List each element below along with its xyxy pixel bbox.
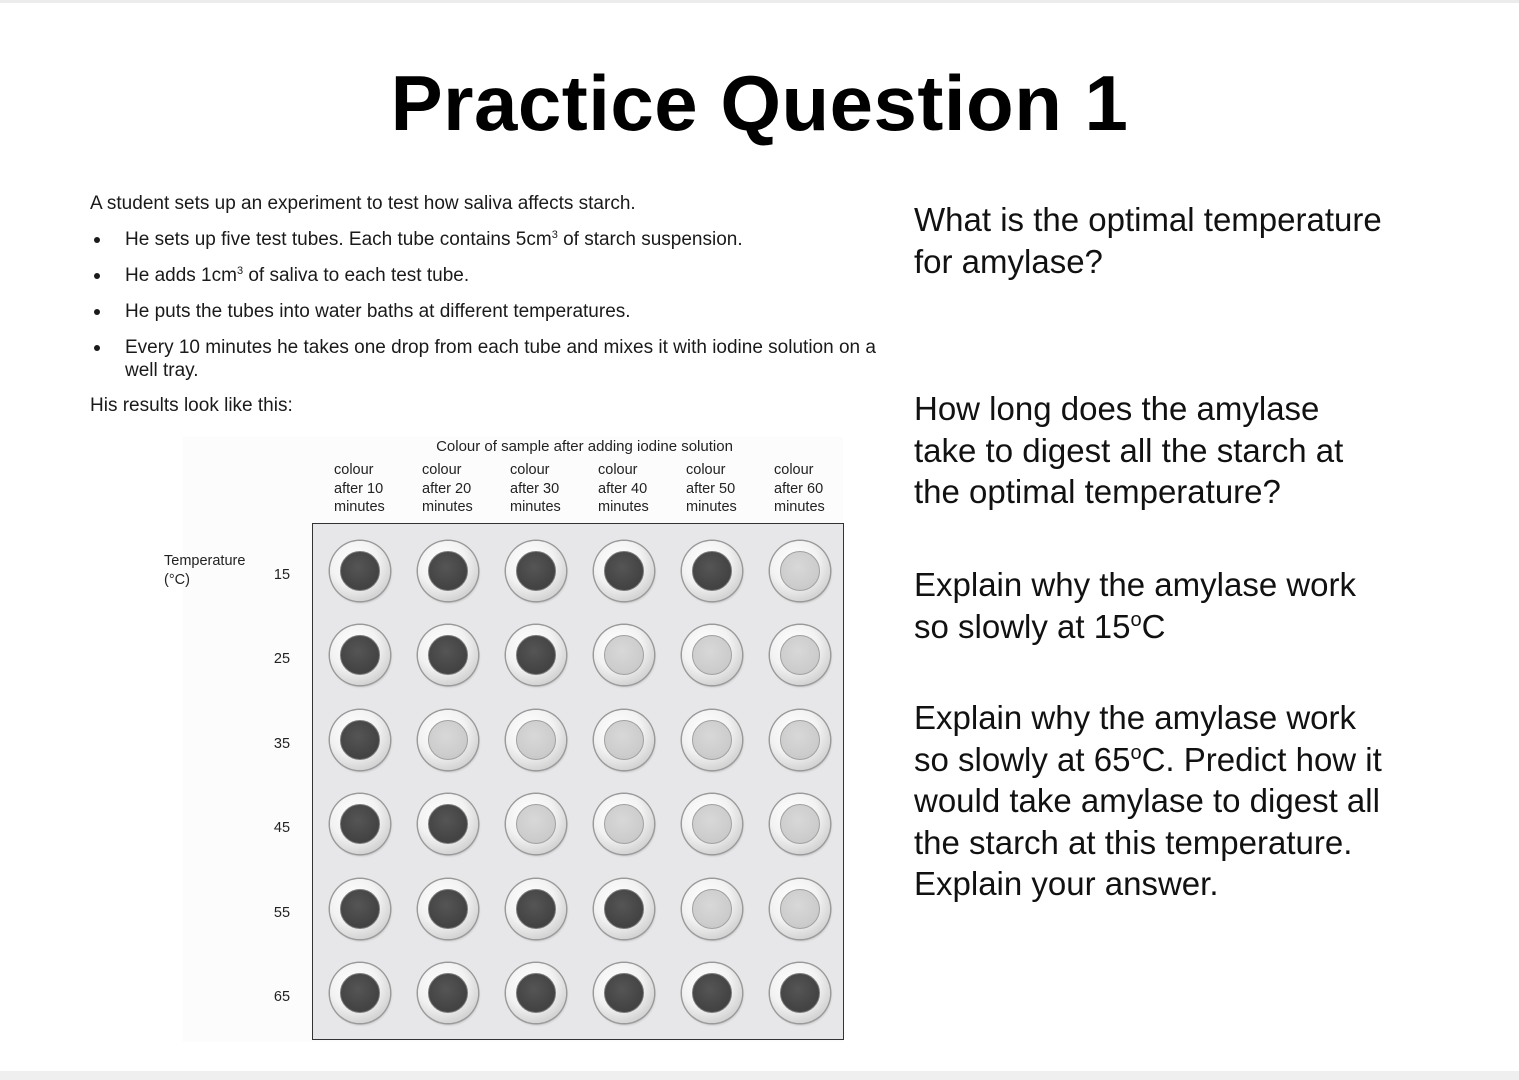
well-dark	[594, 541, 654, 601]
temperature-axis-label: Temperature (°C)	[164, 553, 246, 588]
question-1: What is the optimal temperature for amylase?	[914, 201, 1382, 280]
column-header: colour after 20 minutes	[422, 462, 473, 515]
well-sample	[780, 889, 820, 929]
well-dark	[418, 541, 478, 601]
well-dark	[594, 963, 654, 1023]
well-dark	[418, 794, 478, 854]
well-sample	[604, 720, 644, 760]
bottom-border-strip	[0, 1071, 1519, 1080]
well-sample	[516, 720, 556, 760]
well-dark	[330, 794, 390, 854]
well-sample	[780, 804, 820, 844]
well-light	[770, 710, 830, 770]
well-dark	[682, 963, 742, 1023]
well-light	[682, 625, 742, 685]
well-light	[506, 794, 566, 854]
question-3: Explain why the amylase work so slowly at 15$^o$C	[914, 566, 1357, 645]
well-dark	[506, 625, 566, 685]
well-light	[506, 710, 566, 770]
well-light	[594, 625, 654, 685]
temperature-label: 65	[273, 989, 291, 1005]
well-sample	[428, 973, 468, 1013]
method-steps-list	[90, 228, 950, 395]
question-2: How long does the amylase take to digest all the starch at the optimal temperature?	[914, 390, 1344, 510]
well-light	[682, 879, 742, 939]
results-intro: His results look like this:	[90, 395, 293, 416]
method-step: He sets up five test tubes. Each tube contains $5cm^3$ of starch suspension.	[90, 228, 950, 251]
well-sample	[428, 720, 468, 760]
well-light	[770, 879, 830, 939]
well-sample	[340, 889, 380, 929]
well-dark	[418, 963, 478, 1023]
well-sample	[516, 635, 556, 675]
well-sample	[692, 635, 732, 675]
well-sample	[780, 551, 820, 591]
well-sample	[340, 720, 380, 760]
well-dark	[418, 625, 478, 685]
well-dark	[506, 963, 566, 1023]
well-sample	[428, 551, 468, 591]
well-dark	[330, 625, 390, 685]
well-sample	[428, 804, 468, 844]
well-sample	[692, 720, 732, 760]
well-light	[418, 710, 478, 770]
well-light	[682, 710, 742, 770]
well-dark	[770, 963, 830, 1023]
well-sample	[340, 635, 380, 675]
well-light	[770, 794, 830, 854]
well-light	[770, 541, 830, 601]
well-light	[594, 710, 654, 770]
well-sample	[780, 720, 820, 760]
temperature-label: 45	[273, 820, 291, 836]
column-header: colour after 60 minutes	[774, 462, 825, 515]
well-light	[770, 625, 830, 685]
well-sample	[780, 635, 820, 675]
well-sample	[604, 973, 644, 1013]
column-header: colour after 40 minutes	[598, 462, 649, 515]
well-dark	[506, 541, 566, 601]
well-sample	[692, 804, 732, 844]
well-sample	[604, 635, 644, 675]
question-4: Explain why the amylase work so slowly at 65$^o$C. Predict how it would take amylase to digest all the starch at this temperature. Explain your answer.	[914, 699, 1382, 902]
well-dark	[682, 541, 742, 601]
intro-text: A student sets up an experiment to test how saliva affects starch.	[90, 193, 636, 214]
well-dark	[418, 879, 478, 939]
well-sample	[604, 889, 644, 929]
well-dark	[330, 879, 390, 939]
well-dark	[330, 710, 390, 770]
well-dark	[506, 879, 566, 939]
well-dark	[594, 879, 654, 939]
well-sample	[340, 804, 380, 844]
page-title: Practice Question 1	[390, 59, 1129, 147]
column-header: colour after 10 minutes	[334, 462, 385, 515]
temperature-label: 55	[273, 905, 291, 921]
method-step: He adds $1cm^3$ of saliva to each test tube.	[90, 264, 950, 287]
well-sample	[340, 973, 380, 1013]
well-dark	[330, 963, 390, 1023]
column-header: colour after 30 minutes	[510, 462, 561, 515]
well-sample	[516, 551, 556, 591]
well-sample	[516, 889, 556, 929]
well-tray	[312, 523, 844, 1040]
well-sample	[428, 889, 468, 929]
well-sample	[692, 551, 732, 591]
well-sample	[516, 973, 556, 1013]
temperature-label: 25	[273, 651, 291, 667]
well-sample	[692, 973, 732, 1013]
well-dark	[330, 541, 390, 601]
well-sample	[340, 551, 380, 591]
temperature-label: 35	[273, 736, 291, 752]
well-light	[594, 794, 654, 854]
method-step: He puts the tubes into water baths at different temperatures.	[90, 300, 950, 323]
well-sample	[780, 973, 820, 1013]
well-sample	[604, 551, 644, 591]
well-sample	[692, 889, 732, 929]
temperature-label: 15	[273, 567, 291, 583]
well-light	[682, 794, 742, 854]
figure-caption: Colour of sample after adding iodine solution	[436, 438, 733, 455]
top-border-strip	[0, 0, 1519, 3]
method-step: Every 10 minutes he takes one drop from each tube and mixes it with iodine solution on a well tray.	[90, 336, 950, 382]
well-sample	[428, 635, 468, 675]
column-header: colour after 50 minutes	[686, 462, 737, 515]
well-sample	[604, 804, 644, 844]
well-sample	[516, 804, 556, 844]
